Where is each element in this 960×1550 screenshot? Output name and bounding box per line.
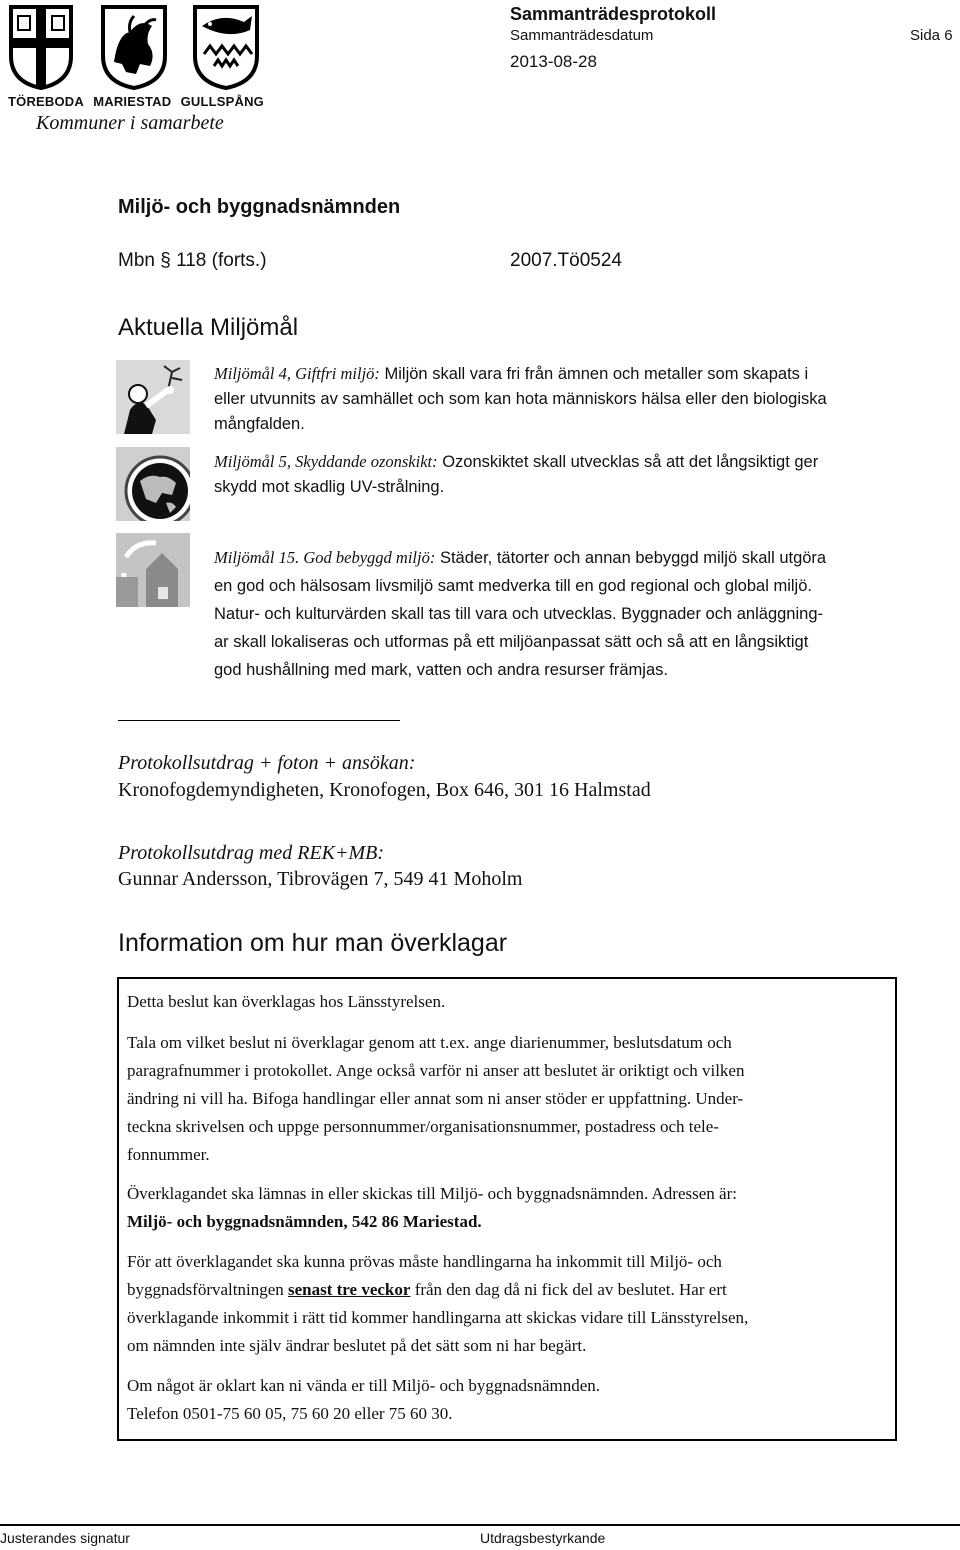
goal-15-label: Miljömål 15. God bebyggd miljö: xyxy=(214,548,436,567)
gullspang-crest-icon xyxy=(192,4,260,90)
appeal-p2-line: teckna skrivelsen och uppge personnummer/organisationsnummer, postadress och tele- xyxy=(127,1117,719,1136)
document-title: Sammanträdesprotokoll xyxy=(510,4,717,24)
appeal-info-box xyxy=(117,977,897,1441)
goal-15-text xyxy=(214,544,914,684)
tagline: Kommuner i samarbete xyxy=(36,112,224,134)
goal-5-text xyxy=(214,449,914,500)
goal-4-text xyxy=(214,361,914,437)
goal-4-line-2: eller utvunnits av samhället och som kan hota människors hälsa eller den biologiska xyxy=(214,390,827,408)
appeal-p4-line: överklagande inkommit i rätt tid kommer handlingarna att skickas vidare till Länsstyrelsen, xyxy=(127,1308,749,1327)
distribution-value-2: Gunnar Andersson, Tibrovägen 7, 549 41 Moholm xyxy=(118,868,523,890)
page-number: Sida 6 xyxy=(910,27,953,44)
goal-15-line-1: Städer, tätorter och annan bebyggd miljö skall utgöra xyxy=(439,549,827,567)
goal-15-line-2: en god och hälsosam livsmiljö samt medverka till en god regional och global miljö. xyxy=(214,577,812,595)
appeal-phone: Telefon 0501-75 60 05, 75 60 20 eller 75 60 30. xyxy=(127,1404,453,1423)
person-with-plant-icon xyxy=(116,360,190,434)
footer-signature-label: Justerandes signatur xyxy=(0,1530,130,1546)
appeal-p2-line: paragrafnummer i protokollet. Ange också varför ni anser att beslutet är oriktigt och vilken xyxy=(127,1061,745,1080)
appeal-p3-line: Överklagandet ska lämnas in eller skickas till Miljö- och byggnadsnämnden. Adressen är: xyxy=(127,1184,737,1203)
committee-name: Miljö- och byggnadsnämnden xyxy=(118,196,401,218)
appeal-p4-text: byggnadsförvaltningen xyxy=(127,1280,288,1299)
globe-icon xyxy=(116,447,190,521)
paragraph-ref: Mbn § 118 (forts.) xyxy=(118,250,267,271)
appeal-p2-line: ändring ni vill ha. Bifoga handlingar eller annat som ni anser stöder er uppfattning. Under- xyxy=(127,1089,744,1108)
appeal-p5-line: Om något är oklart kan ni vända er till Miljö- och byggnadsnämnden. xyxy=(127,1376,601,1395)
footer-divider xyxy=(0,1524,960,1526)
distribution-value-1: Kronofogdemyndigheten, Kronofogen, Box 646, 301 16 Halmstad xyxy=(118,779,651,801)
distribution-label-2: Protokollsutdrag med REK+MB: xyxy=(118,842,385,864)
appeal-p4-text: från den dag då ni fick del av beslutet. Har ert xyxy=(410,1280,727,1299)
appeal-p2-line: fonnummer. xyxy=(127,1145,210,1164)
goal-5-line-1: Ozonskiktet skall utvecklas så att det långsiktigt ger xyxy=(442,453,819,471)
appeal-p5 xyxy=(127,1372,887,1428)
appeal-title: Information om hur man överklagar xyxy=(118,929,508,957)
meeting-date: 2013-08-28 xyxy=(510,52,597,71)
footer-certification-label: Utdragsbestyrkande xyxy=(480,1530,606,1546)
divider xyxy=(118,720,400,721)
appeal-p3 xyxy=(127,1180,887,1236)
appeal-address: Miljö- och byggnadsnämnden, 542 86 Mariestad. xyxy=(127,1212,482,1231)
appeal-p4-line: För att överklagandet ska kunna prövas måste handlingarna ha inkommit till Miljö- och xyxy=(127,1252,722,1271)
toreboda-crest-icon xyxy=(8,4,74,90)
building-icon xyxy=(116,533,190,607)
goal-4-label: Miljömål 4, Giftfri miljö: xyxy=(214,364,380,383)
goal-4-line-3: mångfalden. xyxy=(214,415,305,433)
goal-15-line-3: Natur- och kulturvärden skall tas till vara och utvecklas. Byggnader och anläggning- xyxy=(214,605,823,623)
municipality-mariestad: MARIESTAD xyxy=(93,94,172,109)
appeal-p4-line: om nämnden inte själv ändrar beslutet på det sätt som ni har begärt. xyxy=(127,1336,587,1355)
goal-15-line-4: ar skall lokaliseras och utformas på ett miljöanpassat sätt och så att en långsiktigt xyxy=(214,633,809,651)
appeal-p2 xyxy=(127,1029,887,1169)
goal-15-line-5: god hushållning med mark, vatten och andra resurser främjas. xyxy=(214,661,668,679)
distribution-label-1: Protokollsutdrag + foton + ansökan: xyxy=(118,752,416,774)
case-number: 2007.Tö0524 xyxy=(510,250,622,271)
goal-4-line-1: Miljön skall vara fri från ämnen och metaller som skapats i xyxy=(384,365,809,383)
municipality-names xyxy=(8,94,264,109)
appeal-deadline: senast tre veckor xyxy=(288,1280,411,1299)
section-title: Aktuella Miljömål xyxy=(118,314,299,341)
appeal-p1: Detta beslut kan överklagas hos Länsstyrelsen. xyxy=(127,992,446,1011)
meeting-date-label: Sammanträdesdatum xyxy=(510,27,654,44)
goal-5-line-2: skydd mot skadlig UV-strålning. xyxy=(214,478,445,496)
appeal-p2-line: Tala om vilket beslut ni överklagar genom att t.ex. ange diarienummer, beslutsdatum och xyxy=(127,1033,732,1052)
goal-5-label: Miljömål 5, Skyddande ozonskikt: xyxy=(214,452,438,471)
municipality-gullspang: GULLSPÅNG xyxy=(180,94,264,109)
municipal-logos xyxy=(6,4,266,134)
municipality-toreboda: TÖREBODA xyxy=(8,94,84,109)
appeal-p4 xyxy=(127,1248,887,1360)
mariestad-crest-icon xyxy=(100,4,168,90)
